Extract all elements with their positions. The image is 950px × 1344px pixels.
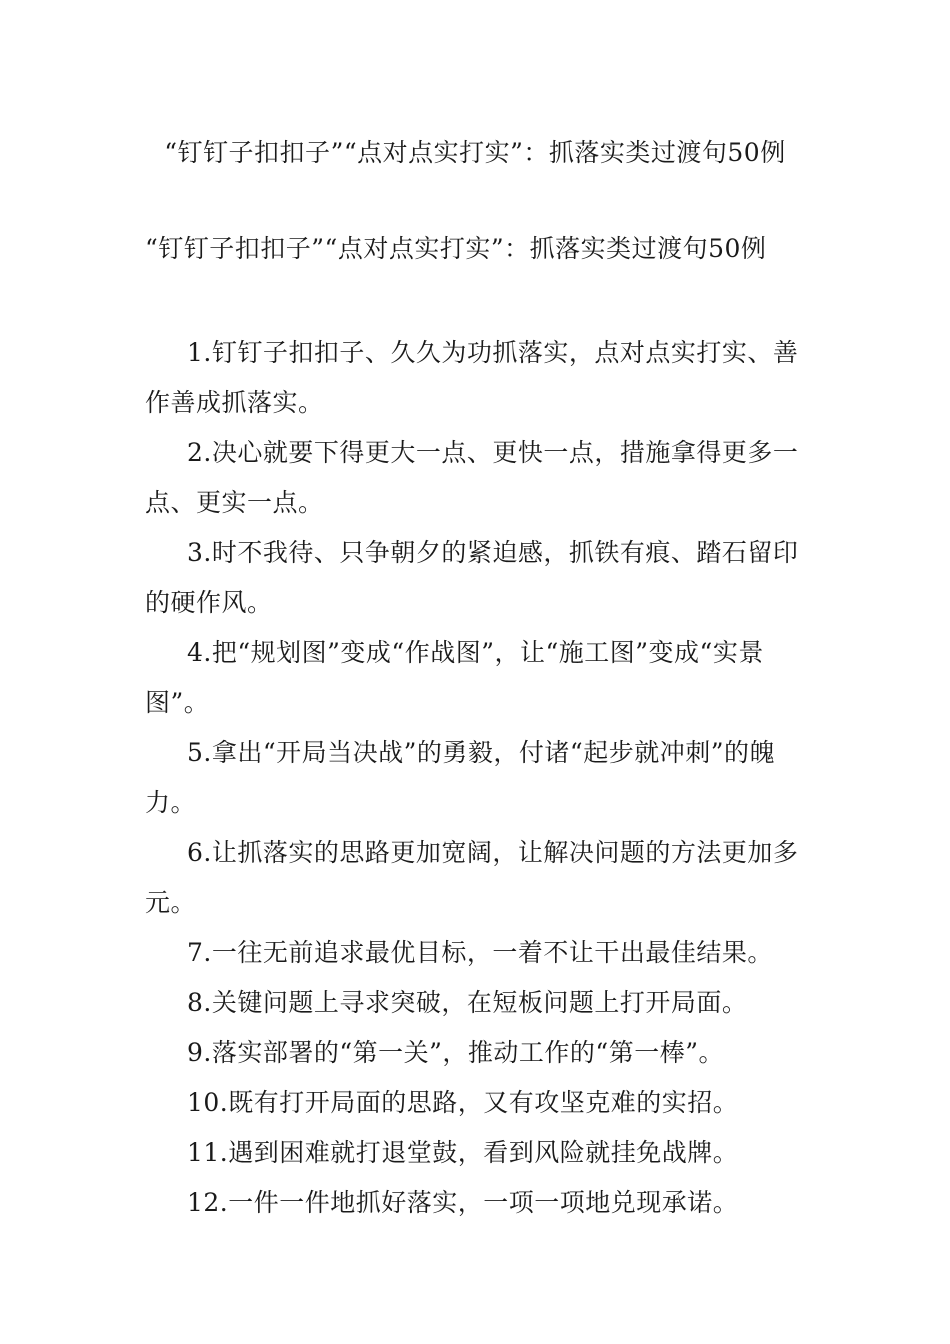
document-subtitle: “钉钉子扣扣子”“点对点实打实”：抓落实类过渡句50例 (145, 234, 767, 263)
list-item: 4.把“规划图”变成“作战图”，让“施工图”变成“实景图”。 (145, 638, 764, 717)
list-item: 9.落实部署的“第一关”，推动工作的“第一棒”。 (187, 1038, 724, 1067)
list-item: 6.让抓落实的思路更加宽阔，让解决问题的方法更加多元。 (145, 838, 799, 917)
list-item: 7.一往无前追求最优目标，一着不让干出最佳结果。 (187, 938, 773, 967)
list-item: 8.关键问题上寻求突破，在短板问题上打开局面。 (187, 988, 748, 1017)
list-item: 12.一件一件地抓好落实，一项一项地兑现承诺。 (187, 1188, 739, 1217)
list-item: 2.决心就要下得更大一点、更快一点，措施拿得更多一点、更实一点。 (145, 438, 799, 517)
list-item: 5.拿出“开局当决战”的勇毅，付诸“起步就冲刺”的魄力。 (145, 738, 775, 817)
list-item: 11.遇到困难就打退堂鼓，看到风险就挂免战牌。 (187, 1138, 739, 1167)
list-item: 1.钉钉子扣扣子、久久为功抓落实，点对点实打实、善作善成抓落实。 (145, 338, 799, 417)
document-title: “钉钉子扣扣子”“点对点实打实”：抓落实类过渡句50例 (164, 138, 786, 167)
item-list (145, 328, 810, 1228)
list-item: 10.既有打开局面的思路，又有攻坚克难的实招。 (187, 1088, 739, 1117)
list-item: 3.时不我待、只争朝夕的紧迫感，抓铁有痕、踏石留印的硬作风。 (145, 538, 799, 617)
